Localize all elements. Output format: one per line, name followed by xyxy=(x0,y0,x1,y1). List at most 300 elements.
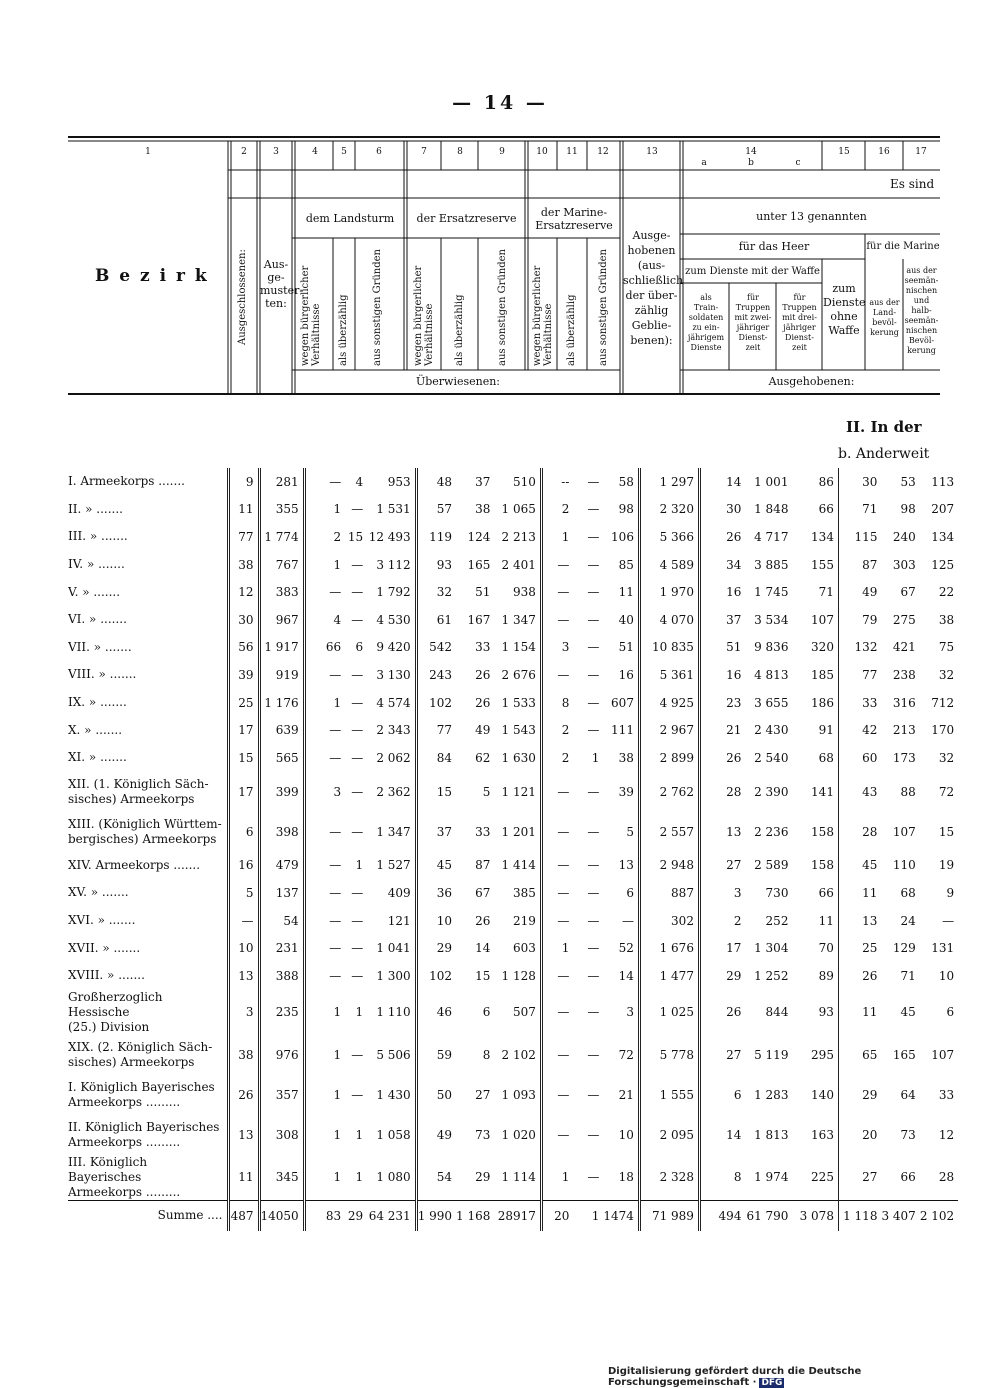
table-cell: 11 xyxy=(228,1155,259,1201)
table-cell: 4 574 xyxy=(367,689,416,717)
row-label: XVII. » ....... xyxy=(68,934,228,962)
table-cell: 3 xyxy=(603,990,639,1035)
table-cell: 2 213 xyxy=(494,523,541,551)
table-cell: 14 xyxy=(603,962,639,990)
table-cell: — xyxy=(329,824,342,839)
table-cell: 98 xyxy=(900,502,916,517)
table-cell: 355 xyxy=(259,496,304,524)
table-cell: 4 xyxy=(333,612,342,627)
table-row xyxy=(68,551,958,579)
table-cell: 38 xyxy=(228,1035,259,1075)
table-cell: 887 xyxy=(639,879,699,907)
table-cell: 51 xyxy=(475,585,491,600)
table-cell: 639 xyxy=(259,716,304,744)
table-cell: 29 xyxy=(475,1170,491,1184)
table-cell: 11 xyxy=(862,1005,878,1019)
ausgeschlossen-header: Ausgeschlossenen: xyxy=(237,249,248,345)
table-cell: 61 xyxy=(436,612,453,627)
table-cell: 66 xyxy=(792,879,838,907)
table-cell: 22 xyxy=(938,585,955,600)
table-cell: 938 xyxy=(494,578,541,606)
ohne-waffe-header: zum Dienste ohne Waffe xyxy=(823,282,866,337)
table-cell: 1 745 xyxy=(754,585,789,600)
table-cell: 303 xyxy=(892,557,916,572)
table-cell: — xyxy=(228,907,259,935)
table-cell: 2 236 xyxy=(754,824,789,839)
table-cell: 106 xyxy=(603,523,639,551)
table-cell: 2 557 xyxy=(639,812,699,852)
table-cell: 15 xyxy=(475,968,491,983)
train-header: als Train- soldaten zu ein- jährigem Dienste xyxy=(687,293,725,352)
table-cell: — xyxy=(587,913,600,928)
section-title: II. In der xyxy=(846,418,922,436)
table-cell: 19 xyxy=(938,858,955,873)
table-cell: 238 xyxy=(892,667,916,682)
table-cell: 510 xyxy=(494,468,541,496)
table-cell: 1 543 xyxy=(494,716,541,744)
table-cell: 165 xyxy=(892,1047,916,1062)
table-cell: 295 xyxy=(792,1035,838,1075)
table-cell: — xyxy=(587,1170,600,1184)
table-cell: 11 xyxy=(862,885,878,900)
table-cell: 2 095 xyxy=(639,1115,699,1155)
table-cell: 383 xyxy=(259,578,304,606)
row-label: XVIII. » ....... xyxy=(68,962,228,990)
table-cell: 38 xyxy=(938,612,955,627)
col-number: 14 xyxy=(745,147,757,157)
table-cell: 66 xyxy=(900,1170,916,1184)
table-cell: 26 xyxy=(726,1005,742,1019)
table-cell: 3 407 xyxy=(881,1200,919,1231)
table-cell: 58 xyxy=(603,468,639,496)
table-cell: 25 xyxy=(862,941,878,956)
row-label: VII. » ....... xyxy=(68,634,228,662)
table-cell: 1 xyxy=(355,1005,364,1019)
table-cell: 388 xyxy=(259,962,304,990)
table-cell: 186 xyxy=(792,689,838,717)
table-cell: 1 xyxy=(333,1005,342,1019)
col-number: 15 xyxy=(838,147,850,157)
table-cell: 207 xyxy=(931,502,955,517)
table-cell: 26 xyxy=(475,667,491,682)
table-cell: 1 917 xyxy=(259,634,304,662)
table-cell: 1 176 xyxy=(259,689,304,717)
table-cell: 1 347 xyxy=(494,606,541,634)
table-cell: 56 xyxy=(228,634,259,662)
table-cell: 72 xyxy=(603,1035,639,1075)
table-cell: — xyxy=(587,824,600,839)
table-cell: 86 xyxy=(792,468,838,496)
table-row xyxy=(68,934,958,962)
table-cell: 137 xyxy=(259,879,304,907)
table-cell: 51 xyxy=(726,640,742,655)
fuer-heer-header: für das Heer xyxy=(738,240,810,253)
table-cell: 29 xyxy=(436,941,453,956)
table-cell: 71 989 xyxy=(639,1200,699,1231)
table-cell: 129 xyxy=(892,941,916,956)
table-cell: 27 xyxy=(862,1170,878,1184)
table-cell: 6 xyxy=(733,1087,742,1102)
table-cell: 2 540 xyxy=(754,750,789,765)
table-cell: 1 974 xyxy=(754,1170,789,1184)
table-cell: 1 848 xyxy=(754,502,789,517)
table-cell: 1 201 xyxy=(494,812,541,852)
table-cell: 38 xyxy=(475,502,491,517)
table-cell: 65 xyxy=(862,1047,878,1062)
dienste-waffe-header: zum Dienste mit der Waffe xyxy=(685,266,820,277)
table-cell: — xyxy=(587,784,600,799)
table-cell: 2 xyxy=(561,502,570,517)
table-cell: 155 xyxy=(792,551,838,579)
table-cell: 4 925 xyxy=(639,689,699,717)
row-label: V. » ....... xyxy=(68,578,228,606)
table-cell: 844 xyxy=(765,1005,789,1019)
table-cell: — xyxy=(557,1047,570,1062)
table-cell: — xyxy=(351,557,364,572)
rot-burger-2: wegen bürgerlicher Verhältnisse xyxy=(413,265,435,366)
table-cell: 87 xyxy=(475,858,491,873)
table-cell: — xyxy=(587,695,600,710)
table-cell: 1 300 xyxy=(367,962,416,990)
table-cell: 98 xyxy=(603,496,639,524)
rot-ueberzaehlig-2: als überzählig xyxy=(454,294,465,366)
table-cell: 66 xyxy=(325,640,342,655)
table-cell: 3 130 xyxy=(367,661,416,689)
table-cell: 15 xyxy=(347,529,364,544)
dfg-logo: DFG xyxy=(761,1378,783,1388)
table-cell: 77 xyxy=(228,523,259,551)
table-cell: 11 xyxy=(792,907,838,935)
table-cell: 20 xyxy=(862,1127,878,1142)
table-cell: — xyxy=(587,612,600,627)
table-cell: 51 xyxy=(603,634,639,662)
table-cell: 17 xyxy=(726,941,742,956)
table-cell: 2 967 xyxy=(639,716,699,744)
table-cell: 30 xyxy=(862,474,878,489)
table-cell: 4 589 xyxy=(639,551,699,579)
table-cell: 132 xyxy=(854,640,878,655)
table-cell: 39 xyxy=(228,661,259,689)
table-cell: 1 121 xyxy=(494,772,541,812)
table-cell: 1 128 xyxy=(494,962,541,990)
table-cell: 54 xyxy=(259,907,304,935)
table-cell: 102 xyxy=(429,968,453,983)
table-cell: 102 xyxy=(429,695,453,710)
table-cell: 3 534 xyxy=(754,612,789,627)
table-cell: 10 xyxy=(436,913,453,928)
table-cell: 119 xyxy=(429,529,453,544)
table-cell: 158 xyxy=(792,812,838,852)
table-cell: 15 xyxy=(436,784,453,799)
table-cell: 163 xyxy=(792,1115,838,1155)
table-cell: — xyxy=(557,913,570,928)
table-cell: — xyxy=(557,784,570,799)
table-cell: 170 xyxy=(931,723,955,738)
table-cell: 13 xyxy=(862,913,878,928)
table-cell: 1 114 xyxy=(494,1155,541,1201)
table-cell: 607 xyxy=(603,689,639,717)
table-cell: 1 154 xyxy=(494,634,541,662)
table-cell: 421 xyxy=(892,640,916,655)
table-row xyxy=(68,907,958,935)
table-cell: 121 xyxy=(367,907,416,935)
table-cell: 45 xyxy=(862,858,878,873)
table-cell: 1 792 xyxy=(367,578,416,606)
table-cell: 1 xyxy=(355,858,364,873)
table-cell: 141 xyxy=(792,772,838,812)
table-cell: 2 589 xyxy=(754,858,789,873)
table-cell: 125 xyxy=(931,557,955,572)
row-label: I. Armeekorps ....... xyxy=(68,468,228,496)
table-cell: — xyxy=(557,667,570,682)
table-cell: 6 xyxy=(355,640,364,655)
table-row xyxy=(68,812,958,852)
table-cell: 398 xyxy=(259,812,304,852)
table-cell: 66 xyxy=(792,496,838,524)
table-cell: 5 361 xyxy=(639,661,699,689)
table-cell: 1 xyxy=(561,1170,570,1184)
table-cell: — xyxy=(587,1005,600,1019)
table-cell: 712 xyxy=(931,695,955,710)
table-cell: 13 xyxy=(603,852,639,880)
table-cell: 131 xyxy=(931,941,955,956)
table-cell: 46 xyxy=(436,1005,453,1019)
table-cell: 68 xyxy=(792,744,838,772)
table-row xyxy=(68,716,958,744)
table-cell: — xyxy=(329,941,342,956)
table-cell: 1 252 xyxy=(754,968,789,983)
ausgehobenen-13-header: Ausge- hobenen (aus- schließlich der über- zählig Geblie- benen): xyxy=(623,229,684,347)
table-cell: 72 xyxy=(938,784,955,799)
table-cell: 8 xyxy=(561,695,570,710)
table-cell: — xyxy=(587,941,600,956)
table-cell: — xyxy=(557,1127,570,1142)
table-cell: 16 xyxy=(228,852,259,880)
table-cell: 134 xyxy=(792,523,838,551)
marine-ersatz-header: der Marine- Ersatzreserve xyxy=(535,206,613,232)
table-cell: 1 xyxy=(333,1047,342,1062)
table-cell: 14 xyxy=(475,941,491,956)
table-row xyxy=(68,1075,958,1115)
table-cell: 75 xyxy=(938,640,955,655)
table-cell: 10 xyxy=(938,968,955,983)
table-cell: 39 xyxy=(603,772,639,812)
rot-sonstig-2: aus sonstigen Gründen xyxy=(497,248,508,366)
table-cell: 17 xyxy=(228,716,259,744)
col-sub-a: a xyxy=(701,158,707,168)
table-cell: 13 xyxy=(228,1115,259,1155)
table-cell: 385 xyxy=(494,879,541,907)
table-cell: 124 xyxy=(467,529,491,544)
rot-sonstig-1: aus sonstigen Gründen xyxy=(372,248,383,366)
table-cell: — xyxy=(557,885,570,900)
table-cell: 3 xyxy=(228,990,259,1035)
table-row xyxy=(68,1155,958,1201)
table-cell: 320 xyxy=(792,634,838,662)
table-cell: 1 025 xyxy=(639,990,699,1035)
table-cell: 21 xyxy=(726,723,742,738)
col-number: 1 xyxy=(145,147,151,157)
table-cell: 219 xyxy=(494,907,541,935)
col-number: 16 xyxy=(878,147,890,157)
table-cell: 79 xyxy=(862,612,878,627)
table-cell: — xyxy=(351,502,364,517)
table-cell: 23 xyxy=(726,695,742,710)
table-cell: 34 xyxy=(726,557,742,572)
table-cell: 16 xyxy=(726,667,742,682)
table-cell: 487 xyxy=(228,1200,259,1231)
table-cell: 49 xyxy=(436,1127,453,1142)
table-cell: 1 304 xyxy=(754,941,789,956)
table-row xyxy=(68,661,958,689)
table-cell: 25 xyxy=(228,689,259,717)
table-cell: 45 xyxy=(900,1005,916,1019)
table-cell: 9 xyxy=(946,885,955,900)
table-row xyxy=(68,689,958,717)
table-row xyxy=(68,852,958,880)
rot-ueberzaehlig-3: als überzählig xyxy=(566,294,577,366)
table-cell: 30 xyxy=(228,606,259,634)
col-number: 4 xyxy=(312,147,318,157)
table-cell: — xyxy=(329,585,342,600)
table-cell: — xyxy=(329,723,342,738)
table-cell: 59 xyxy=(436,1047,453,1062)
table-cell: 345 xyxy=(259,1155,304,1201)
rot-burger-3: wegen bürgerlicher Verhältnisse xyxy=(532,265,554,366)
table-cell: 61 790 xyxy=(745,1200,792,1231)
table-cell: — xyxy=(351,695,364,710)
table-cell: 1 xyxy=(333,502,342,517)
col-number: 6 xyxy=(376,147,382,157)
table-cell: 5 xyxy=(603,812,639,852)
landsturm-header: dem Landsturm xyxy=(305,212,395,225)
table-cell: 1 093 xyxy=(494,1075,541,1115)
table-cell: — xyxy=(351,723,364,738)
table-cell: — xyxy=(351,824,364,839)
row-label: XVI. » ....... xyxy=(68,907,228,935)
table-cell: 53 xyxy=(900,474,916,489)
table-cell: 225 xyxy=(792,1155,838,1201)
table-cell: 71 xyxy=(792,578,838,606)
table-cell: 33 xyxy=(862,695,878,710)
table-cell: 33 xyxy=(475,640,491,655)
row-label: IV. » ....... xyxy=(68,551,228,579)
table-cell: 29 xyxy=(862,1087,878,1102)
table-cell: 2 948 xyxy=(639,852,699,880)
table-cell: 42 xyxy=(862,723,878,738)
table-cell: 1 430 xyxy=(367,1075,416,1115)
table-cell: 730 xyxy=(765,885,789,900)
ersatzreserve-header: der Ersatzreserve xyxy=(416,212,517,225)
table-cell: 4 717 xyxy=(754,529,789,544)
table-row xyxy=(68,578,958,606)
table-cell: 24 xyxy=(900,913,916,928)
table-cell: 3 xyxy=(561,640,570,655)
table-cell: 1 080 xyxy=(367,1155,416,1201)
table-cell: 93 xyxy=(792,990,838,1035)
dreijaehrig-header: für Truppen mit drei- jähriger Dienst- zeit xyxy=(782,293,817,352)
table-cell: — xyxy=(351,667,364,682)
table-cell: 28 xyxy=(938,1170,955,1184)
table-cell: 252 xyxy=(765,913,789,928)
table-cell: 1 110 xyxy=(367,990,416,1035)
table-cell: 1 xyxy=(591,750,600,765)
table-cell: 603 xyxy=(494,934,541,962)
table-cell: — xyxy=(351,750,364,765)
zweijaehrig-header: für Truppen mit zwei- jähriger Dienst- zeit xyxy=(734,293,772,352)
table-cell: — xyxy=(557,858,570,873)
table-cell: — xyxy=(351,612,364,627)
table-cell: 12 493 xyxy=(367,523,416,551)
table-cell: 140 xyxy=(792,1075,838,1115)
table-cell: 91 xyxy=(792,716,838,744)
table-cell: — xyxy=(351,968,364,983)
table-cell: 115 xyxy=(854,529,878,544)
table-cell: 13 xyxy=(726,824,742,839)
table-row xyxy=(68,496,958,524)
table-cell: 52 xyxy=(603,934,639,962)
table-cell: 565 xyxy=(259,744,304,772)
table-row xyxy=(68,1115,958,1155)
table-cell: 399 xyxy=(259,772,304,812)
table-cell: 1 527 xyxy=(367,852,416,880)
col-number: 10 xyxy=(536,147,548,157)
table-cell: 32 xyxy=(938,750,955,765)
table-cell: 2 xyxy=(333,529,342,544)
data-table xyxy=(68,468,958,1231)
table-cell: 10 xyxy=(228,934,259,962)
table-cell: 1 297 xyxy=(639,468,699,496)
col-number: 7 xyxy=(421,147,427,157)
col-number: 11 xyxy=(566,147,578,157)
col-number: 5 xyxy=(341,147,347,157)
row-label: X. » ....... xyxy=(68,716,228,744)
table-cell: 2 062 xyxy=(367,744,416,772)
col-number: 2 xyxy=(241,147,247,157)
table-cell: 1 001 xyxy=(754,474,789,489)
table-cell: 1 531 xyxy=(367,496,416,524)
table-cell: 1 630 xyxy=(494,744,541,772)
table-cell: 1 118 xyxy=(838,1200,881,1231)
table-cell: 235 xyxy=(259,990,304,1035)
table-cell: — xyxy=(587,667,600,682)
table-cell: 64 xyxy=(900,1087,916,1102)
table-cell: 2 390 xyxy=(754,784,789,799)
table-cell: 70 xyxy=(792,934,838,962)
table-cell: 49 xyxy=(862,585,878,600)
table-row xyxy=(68,990,958,1035)
table-cell: 967 xyxy=(259,606,304,634)
table-cell: 84 xyxy=(436,750,453,765)
table-cell: 48 xyxy=(436,474,453,489)
sum-row xyxy=(68,1200,958,1231)
table-cell: 185 xyxy=(792,661,838,689)
table-cell: 26 xyxy=(862,968,878,983)
table-cell: 302 xyxy=(639,907,699,935)
table-cell: 20 xyxy=(541,1200,573,1231)
table-cell: — xyxy=(351,885,364,900)
table-cell: — xyxy=(351,913,364,928)
col-sub-c: c xyxy=(795,158,801,168)
table-cell: 281 xyxy=(259,468,304,496)
footer xyxy=(608,1366,1000,1388)
table-row xyxy=(68,634,958,662)
table-cell: 1 555 xyxy=(639,1075,699,1115)
table-cell: 4 813 xyxy=(754,667,789,682)
row-label: XIII. (Königlich Württem- bergisches) Armeekorps xyxy=(68,812,228,852)
bezirk-heading: B e z i r k xyxy=(95,266,209,286)
table-cell: 27 xyxy=(475,1087,491,1102)
